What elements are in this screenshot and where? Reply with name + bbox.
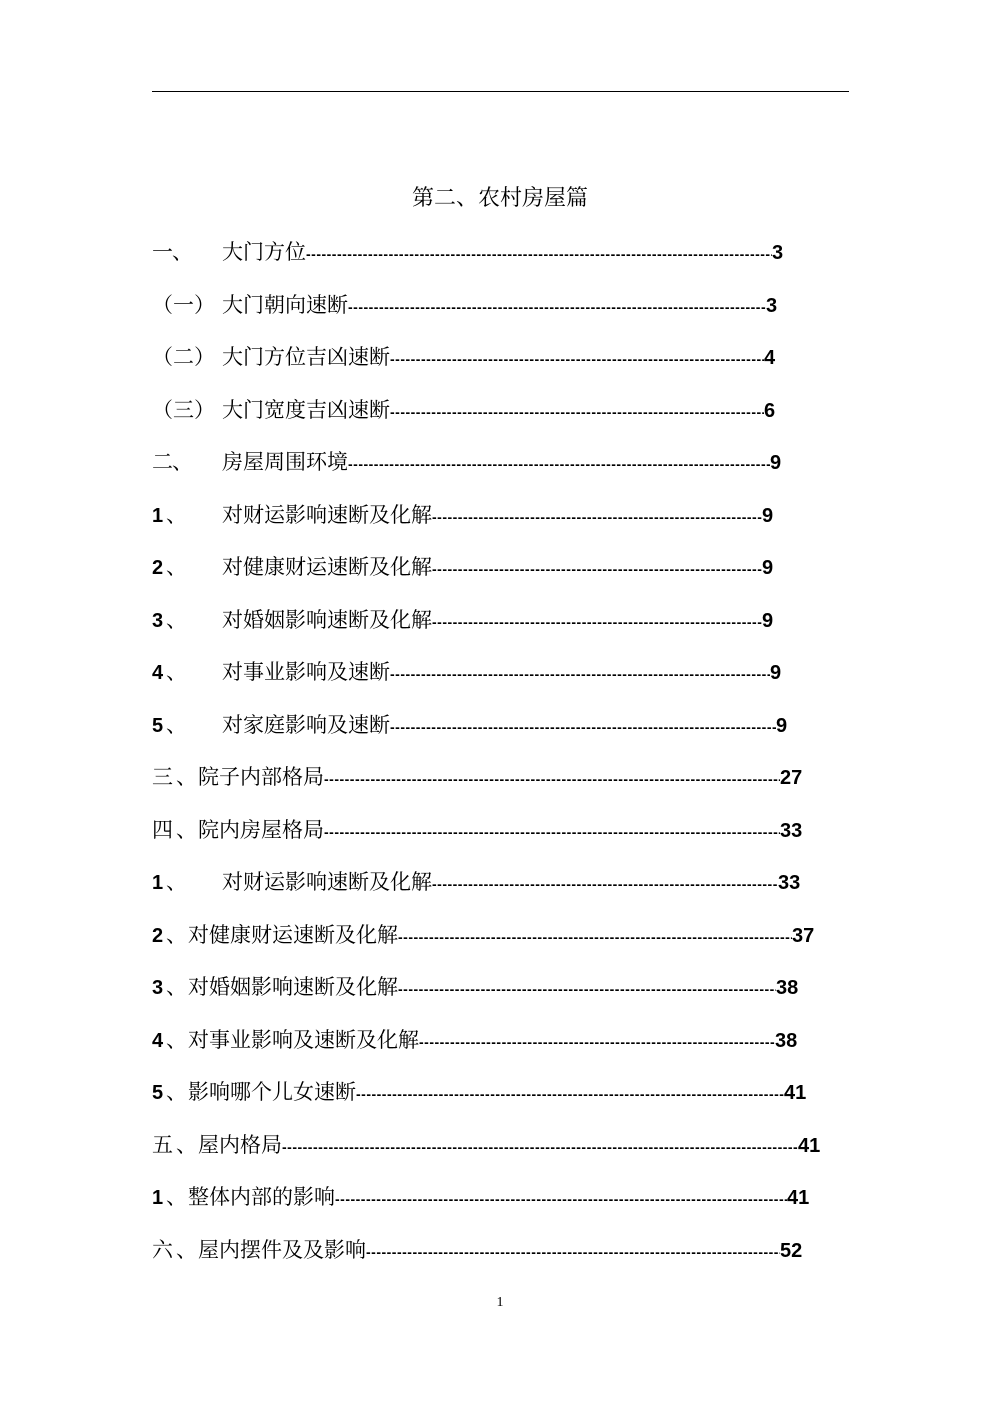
toc-entry[interactable]: [152, 814, 852, 867]
entry-label: 整体内部的影响: [188, 1185, 335, 1209]
entry-separator: 、: [166, 1185, 187, 1209]
entry-separator: 、: [166, 502, 187, 527]
entry-label: 屋内摆件及及影响: [198, 1237, 366, 1262]
entry-separator: 、: [166, 607, 187, 632]
entry-separator: 、: [166, 712, 187, 737]
leader-dots: [324, 763, 780, 795]
toc-entry[interactable]: [152, 551, 852, 604]
entry-number: （一）: [152, 292, 215, 317]
table-of-contents: [152, 236, 852, 1286]
leader-dots: [390, 711, 776, 743]
entry-separator: 、: [166, 1080, 187, 1104]
entry-page: 9: [762, 609, 774, 632]
toc-entry[interactable]: [152, 1181, 852, 1234]
entry-page: 27: [780, 767, 803, 789]
entry-separator: 、: [166, 1027, 187, 1052]
toc-entry[interactable]: [152, 1129, 852, 1182]
entry-page: 41: [787, 1187, 810, 1209]
entry-number: 1: [152, 872, 164, 894]
entry-separator: 、: [172, 450, 193, 474]
page-number: 1: [496, 1295, 504, 1310]
entry-number: 4: [152, 662, 164, 684]
entry-separator: 、: [176, 1237, 197, 1262]
entry-label: 院内房屋格局: [198, 817, 324, 842]
entry-number: 3: [152, 609, 164, 632]
toc-entry[interactable]: [152, 866, 852, 919]
entry-page: 9: [770, 662, 782, 684]
toc-entry[interactable]: [152, 289, 852, 342]
leader-dots: [306, 238, 772, 270]
entry-separator: 、: [166, 975, 187, 999]
entry-number: 六: [152, 1237, 173, 1262]
entry-label: 对健康财运速断及化解: [188, 922, 398, 947]
toc-entry[interactable]: [152, 656, 852, 709]
entry-page: 4: [764, 347, 776, 369]
entry-label: 房屋周围环境: [222, 450, 348, 474]
toc-entry[interactable]: [152, 971, 852, 1024]
entry-separator: 、: [172, 240, 193, 264]
toc-entry[interactable]: [152, 1234, 852, 1287]
entry-number: 2: [152, 557, 164, 579]
entry-page: 33: [780, 819, 803, 842]
toc-entry[interactable]: [152, 1024, 852, 1077]
leader-dots: [419, 1026, 775, 1058]
toc-entry[interactable]: [152, 919, 852, 972]
leader-dots: [366, 1236, 780, 1268]
entry-number: 5: [152, 714, 164, 737]
leader-dots: [432, 606, 762, 638]
entry-number: 1: [152, 1187, 164, 1209]
entry-number: （三）: [152, 397, 215, 422]
toc-entry[interactable]: [152, 499, 852, 552]
entry-number: 4: [152, 1029, 164, 1052]
entry-page: 9: [762, 557, 774, 579]
entry-separator: 、: [166, 922, 187, 947]
leader-dots: [356, 1078, 784, 1110]
entry-label: 影响哪个儿女速断: [188, 1080, 356, 1104]
entry-label: 大门方位吉凶速断: [222, 345, 390, 369]
leader-dots: [390, 396, 764, 428]
entry-page: 38: [775, 1029, 798, 1052]
toc-entry[interactable]: [152, 761, 852, 814]
entry-separator: 、: [166, 555, 187, 579]
entry-page: 9: [776, 714, 788, 737]
entry-separator: 、: [166, 870, 187, 894]
entry-separator: 、: [176, 765, 197, 789]
toc-entry[interactable]: [152, 709, 852, 762]
leader-dots: [398, 973, 776, 1005]
entry-page: 9: [762, 504, 774, 527]
entry-separator: 、: [176, 1132, 197, 1157]
entry-page: 41: [798, 1134, 821, 1157]
leader-dots: [282, 1131, 798, 1163]
page-title: 第二、农村房屋篇: [411, 186, 588, 211]
header-rule: [152, 91, 849, 92]
entry-number: 5: [152, 1082, 164, 1104]
leader-dots: [348, 291, 766, 323]
entry-page: 9: [770, 452, 782, 474]
entry-label: 大门朝向速断: [222, 292, 348, 317]
leader-dots: [398, 921, 792, 953]
toc-entry[interactable]: [152, 236, 852, 289]
leader-dots: [432, 868, 778, 900]
entry-label: 大门方位: [222, 240, 306, 264]
entry-label: 对财运影响速断及化解: [222, 870, 432, 894]
entry-page: 52: [780, 1239, 803, 1262]
entry-number: 3: [152, 977, 164, 999]
entry-label: 大门宽度吉凶速断: [222, 397, 390, 422]
entry-page: 33: [778, 872, 801, 894]
leader-dots: [432, 553, 762, 585]
toc-entry[interactable]: [152, 394, 852, 447]
entry-number: 五: [152, 1132, 173, 1157]
entry-page: 3: [772, 242, 784, 264]
leader-dots: [335, 1183, 787, 1215]
entry-page: 3: [766, 294, 778, 317]
entry-label: 对家庭影响及速断: [222, 712, 390, 737]
entry-page: 41: [784, 1082, 807, 1104]
entry-label: 对财运影响速断及化解: [222, 502, 432, 527]
entry-number: （二）: [152, 345, 215, 369]
entry-separator: 、: [176, 817, 197, 842]
entry-label: 对事业影响及速断及化解: [188, 1027, 419, 1052]
leader-dots: [432, 501, 762, 533]
entry-number: 2: [152, 924, 164, 947]
entry-label: 对婚姻影响速断及化解: [222, 607, 432, 632]
entry-page: 38: [776, 977, 799, 999]
leader-dots: [348, 448, 770, 480]
entry-label: 院子内部格局: [198, 765, 324, 789]
entry-label: 屋内格局: [198, 1132, 282, 1157]
entry-separator: 、: [166, 660, 187, 684]
entry-number: 三: [152, 765, 173, 789]
entry-page: 6: [764, 399, 776, 422]
entry-number: 1: [152, 504, 164, 527]
leader-dots: [390, 658, 770, 690]
entry-number: 四: [152, 817, 173, 842]
toc-entry[interactable]: [152, 446, 852, 499]
leader-dots: [324, 816, 780, 848]
toc-entry[interactable]: [152, 604, 852, 657]
entry-page: 37: [792, 924, 815, 947]
leader-dots: [390, 343, 764, 375]
toc-entry[interactable]: [152, 341, 852, 394]
entry-number: 二: [152, 450, 173, 474]
entry-label: 对婚姻影响速断及化解: [188, 975, 398, 999]
entry-number: 一: [152, 240, 173, 264]
toc-entry[interactable]: [152, 1076, 852, 1129]
entry-label: 对健康财运速断及化解: [222, 555, 432, 579]
entry-label: 对事业影响及速断: [222, 660, 390, 684]
